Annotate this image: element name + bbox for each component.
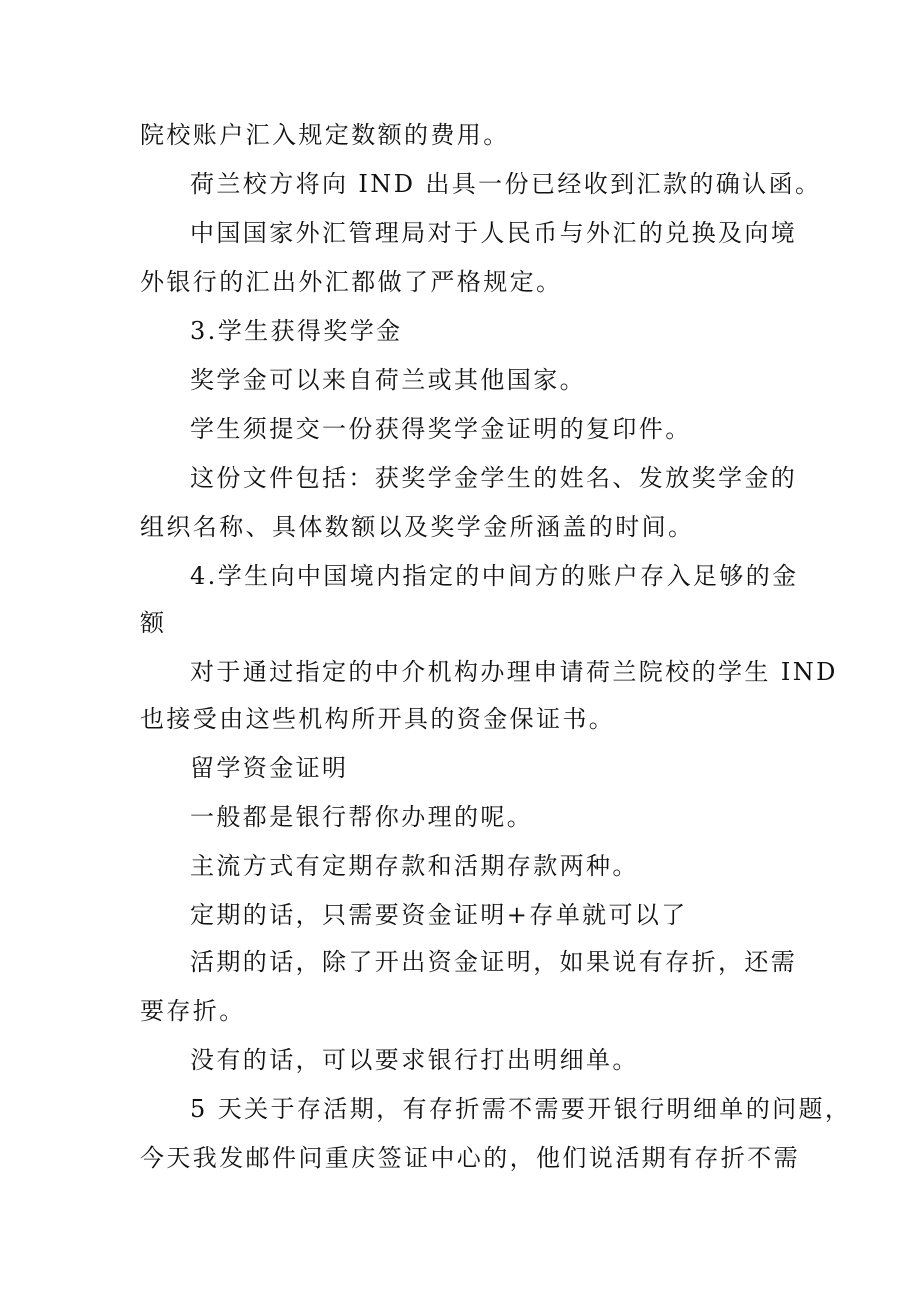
text-line: 定期的话，只需要资金证明+存单就可以了: [190, 901, 688, 929]
text-line: 学生须提交一份获得奖学金证明的复印件。: [190, 415, 692, 443]
text-line: 没有的话，可以要求银行打出明细单。: [190, 1046, 639, 1074]
text-line: 组织名称、具体数额以及奖学金所涵盖的时间。: [140, 513, 695, 541]
text-line: 额: [140, 609, 167, 637]
section-heading: 留学资金证明: [190, 754, 349, 782]
text-line: 这份文件包括：获奖学金学生的姓名、发放奖学金的: [190, 464, 798, 492]
text-line: 外银行的汇出外汇都做了严格规定。: [140, 268, 563, 296]
text-line: 活期的话，除了开出资金证明，如果说有存折，还需: [190, 948, 798, 976]
text-line: 对于通过指定的中介机构办理申请荷兰院校的学生 IND: [190, 658, 838, 686]
text-line: 5 天关于存活期，有存折需不需要开银行明细单的问题，: [190, 1095, 852, 1123]
section-heading: 4.学生向中国境内指定的中间方的账户存入足够的金: [190, 562, 799, 590]
text-line: 主流方式有定期存款和活期存款两种。: [190, 852, 639, 880]
section-heading: 3.学生获得奖学金: [190, 317, 403, 345]
text-line: 今天我发邮件问重庆签证中心的，他们说活期有存折不需: [140, 1144, 800, 1172]
text-line: 要存折。: [140, 997, 246, 1025]
text-line: 荷兰校方将向 IND 出具一份已经收到汇款的确认函。: [190, 170, 822, 198]
text-line: 院校账户汇入规定数额的费用。: [140, 121, 510, 149]
text-line: 中国国家外汇管理局对于人民币与外汇的兑换及向境: [190, 219, 798, 247]
text-line: 奖学金可以来自荷兰或其他国家。: [190, 366, 586, 394]
text-line: 也接受由这些机构所开具的资金保证书。: [140, 705, 616, 733]
text-line: 一般都是银行帮你办理的呢。: [190, 803, 534, 831]
